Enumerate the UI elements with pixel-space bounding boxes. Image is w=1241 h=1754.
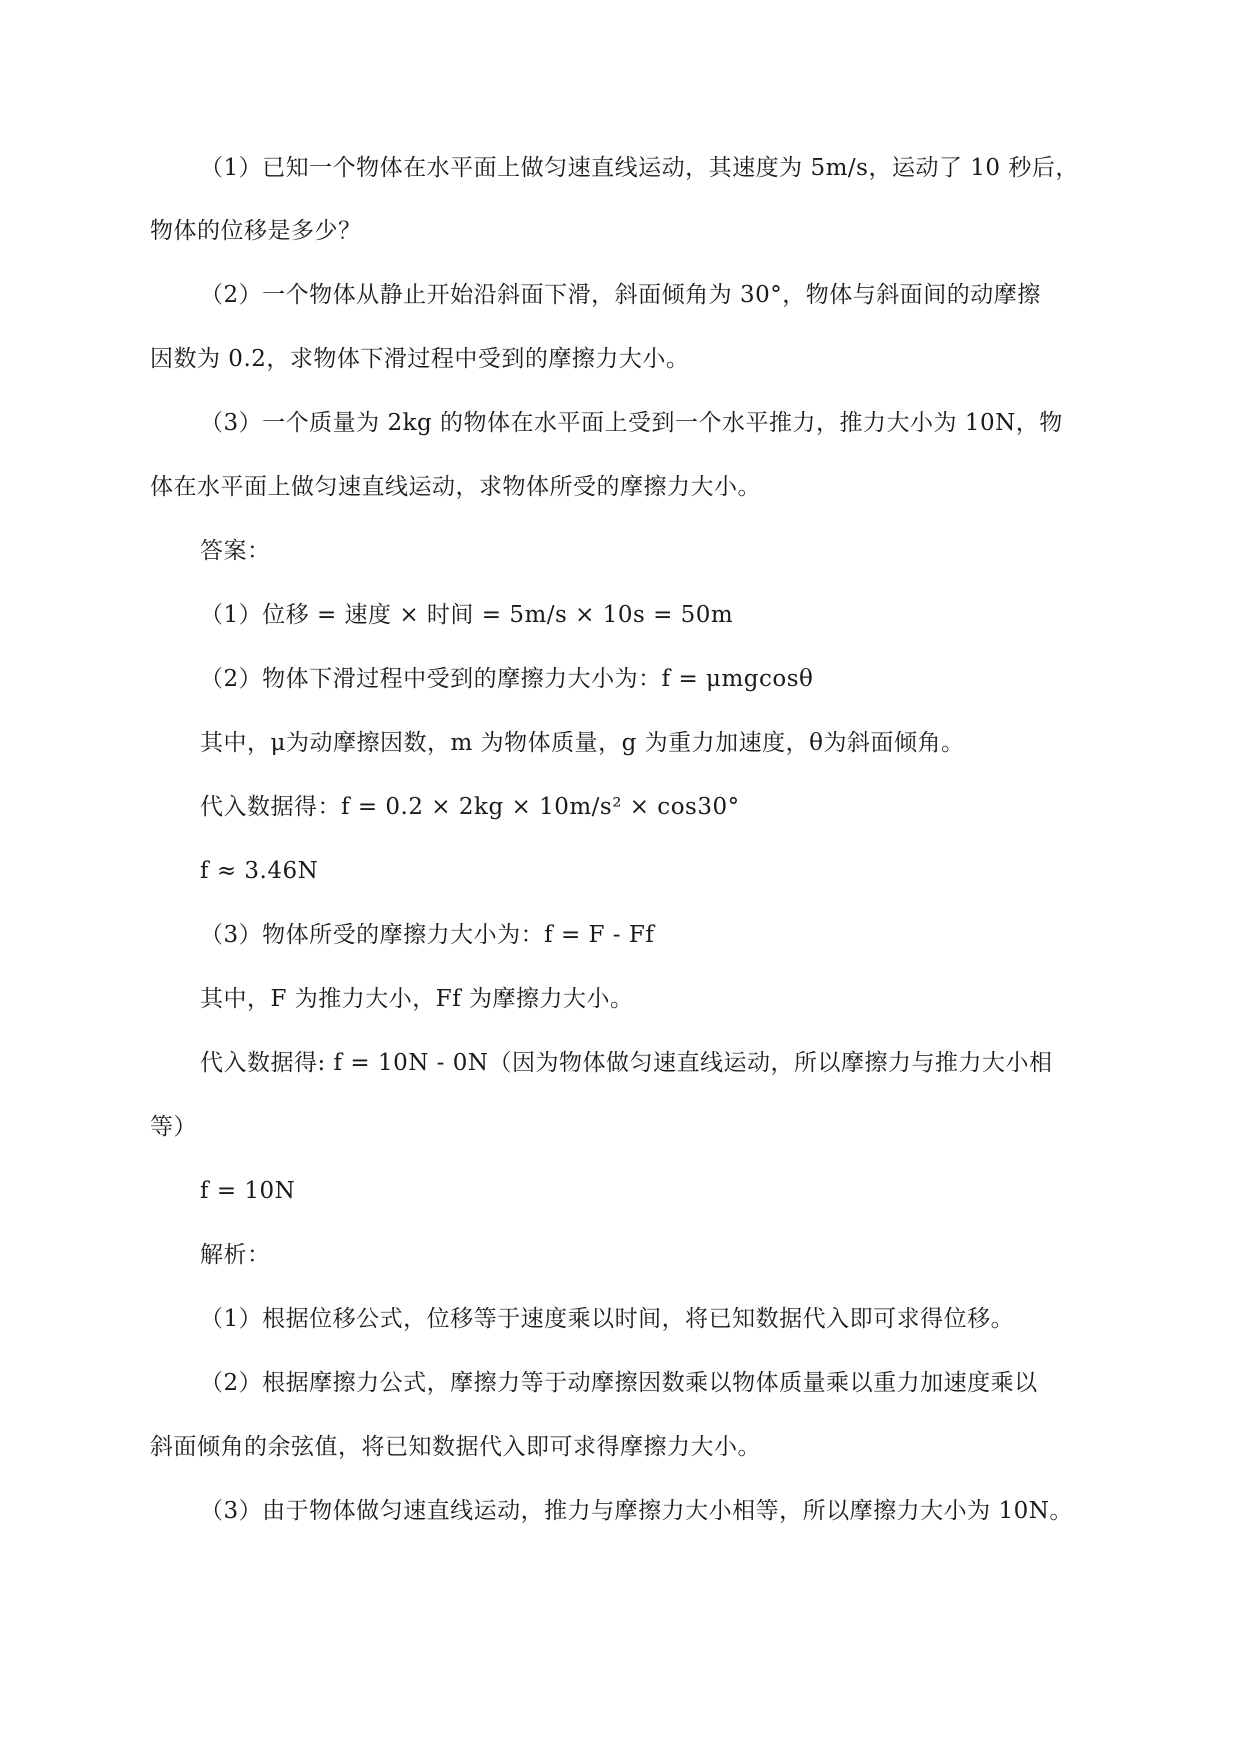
- answer-3-intro: （3）物体所受的摩擦力大小为：f = F - Ff: [200, 922, 655, 948]
- analysis-3: （3）由于物体做匀速直线运动，推力与摩擦力大小相等，所以摩擦力大小为 10N。: [200, 1498, 1073, 1524]
- analysis-2-line-1: （2）根据摩擦力公式，摩擦力等于动摩擦因数乘以物体质量乘以重力加速度乘以: [200, 1370, 1038, 1396]
- question-3-line-2: 体在水平面上做匀速直线运动，求物体所受的摩擦力大小。: [150, 474, 761, 500]
- answer-heading: 答案：: [200, 538, 271, 564]
- analysis-2-line-2: 斜面倾角的余弦值，将已知数据代入即可求得摩擦力大小。: [150, 1434, 761, 1460]
- question-2-line-1: （2）一个物体从静止开始沿斜面下滑，斜面倾角为 30°，物体与斜面间的动摩擦: [200, 282, 1041, 308]
- answer-3-substitution-line-1: 代入数据得: f = 10N - 0N（因为物体做匀速直线运动，所以摩擦力与推力大小相: [200, 1050, 1053, 1076]
- answer-1: （1）位移 = 速度 × 时间 = 5m/s × 10s = 50m: [200, 602, 734, 628]
- analysis-1: （1）根据位移公式，位移等于速度乘以时间，将已知数据代入即可求得位移。: [200, 1306, 1015, 1332]
- question-1-line-1: （1）已知一个物体在水平面上做匀速直线运动，其速度为 5m/s，运动了 10 秒后，: [200, 155, 1079, 181]
- answer-2-intro: （2）物体下滑过程中受到的摩擦力大小为：f = μmgcosθ: [200, 666, 814, 692]
- answer-3-substitution-line-2: 等）: [150, 1114, 197, 1140]
- question-1-line-2: 物体的位移是多少？: [150, 218, 362, 244]
- answer-2-where: 其中，μ为动摩擦因数，m 为物体质量，g 为重力加速度，θ为斜面倾角。: [200, 730, 965, 756]
- answer-3-result: f = 10N: [200, 1178, 296, 1204]
- analysis-heading: 解析：: [200, 1242, 271, 1268]
- answer-2-result: f ≈ 3.46N: [200, 858, 319, 884]
- answer-3-where: 其中，F 为推力大小，Ff 为摩擦力大小。: [200, 986, 634, 1012]
- question-2-line-2: 因数为 0.2，求物体下滑过程中受到的摩擦力大小。: [150, 346, 690, 372]
- question-3-line-1: （3）一个质量为 2kg 的物体在水平面上受到一个水平推力，推力大小为 10N，物: [200, 410, 1063, 436]
- answer-2-substitution: 代入数据得：f = 0.2 × 2kg × 10m/s² × cos30°: [200, 794, 740, 820]
